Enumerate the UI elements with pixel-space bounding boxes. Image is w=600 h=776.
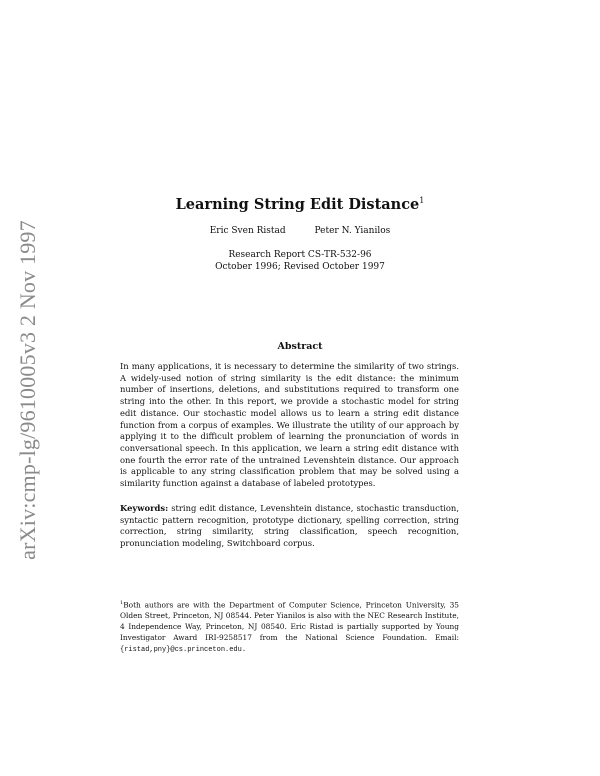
footnote-email: {ristad,pny}@cs.princeton.edu.	[120, 645, 247, 654]
abstract-heading: Abstract	[277, 341, 323, 352]
paper-title	[0, 196, 600, 213]
footnote	[120, 598, 459, 655]
report-number: Research Report CS-TR-532-96	[228, 250, 372, 260]
abstract-text: In many applications, it is necessary to determine the similarity of two strings. A widely-used notion of string similarity is the edit distance: the minimum number of insertions, deletions, and substitutions required to transform one string into the other. In this report, we provide a stochastic model for string edit distance. Our stochastic model allows us to learn a string edit distance function from a corpus of examples. We illustrate the utility of our approach by applying it to the difficult problem of learning the pronunciation of words in conversational speech. In this application, we learn a string edit distance with one fourth the error rate of the untrained Levenshtein distance. Our approach is applicable to any string classification problem that may be solved using a similarity function against a database of labeled prototypes.	[120, 361, 459, 489]
footnote-mark: 1	[120, 600, 124, 606]
footnote-text: Both authors are with the Department of Computer Science, Princeton University, 35 Olden Street, Princeton, NJ 08544. Peter Yianilos is also with the NEC Research Institute, 4 Independence Way, Princeton, NJ 08540. Eric Ristad is partially supported by Young Investigator Award IRI-9258517 from the National Science Foundation. Email:	[120, 600, 459, 642]
arxiv-identifier: arXiv:cmp-lg/9610005v3 2 Nov 1997	[15, 220, 40, 560]
keywords-section	[120, 503, 459, 550]
title-footnote-mark: 1	[419, 196, 425, 206]
keywords-label: Keywords:	[120, 503, 169, 513]
paper-title-text: Learning String Edit Distance	[175, 196, 420, 213]
author-list	[0, 226, 600, 236]
keywords-text: string edit distance, Levenshtein distance, stochastic transduction, syntactic pattern recognition, prototype dictionary, spelling correction, string correction, string similarity, string classification, speech recognition, pronunciation modeling, Switchboard corpus.	[120, 503, 459, 549]
author-name: Peter N. Yianilos	[314, 226, 391, 236]
report-info	[0, 249, 600, 273]
author-name: Eric Sven Ristad	[209, 226, 286, 236]
report-date: October 1996; Revised October 1997	[215, 262, 385, 272]
